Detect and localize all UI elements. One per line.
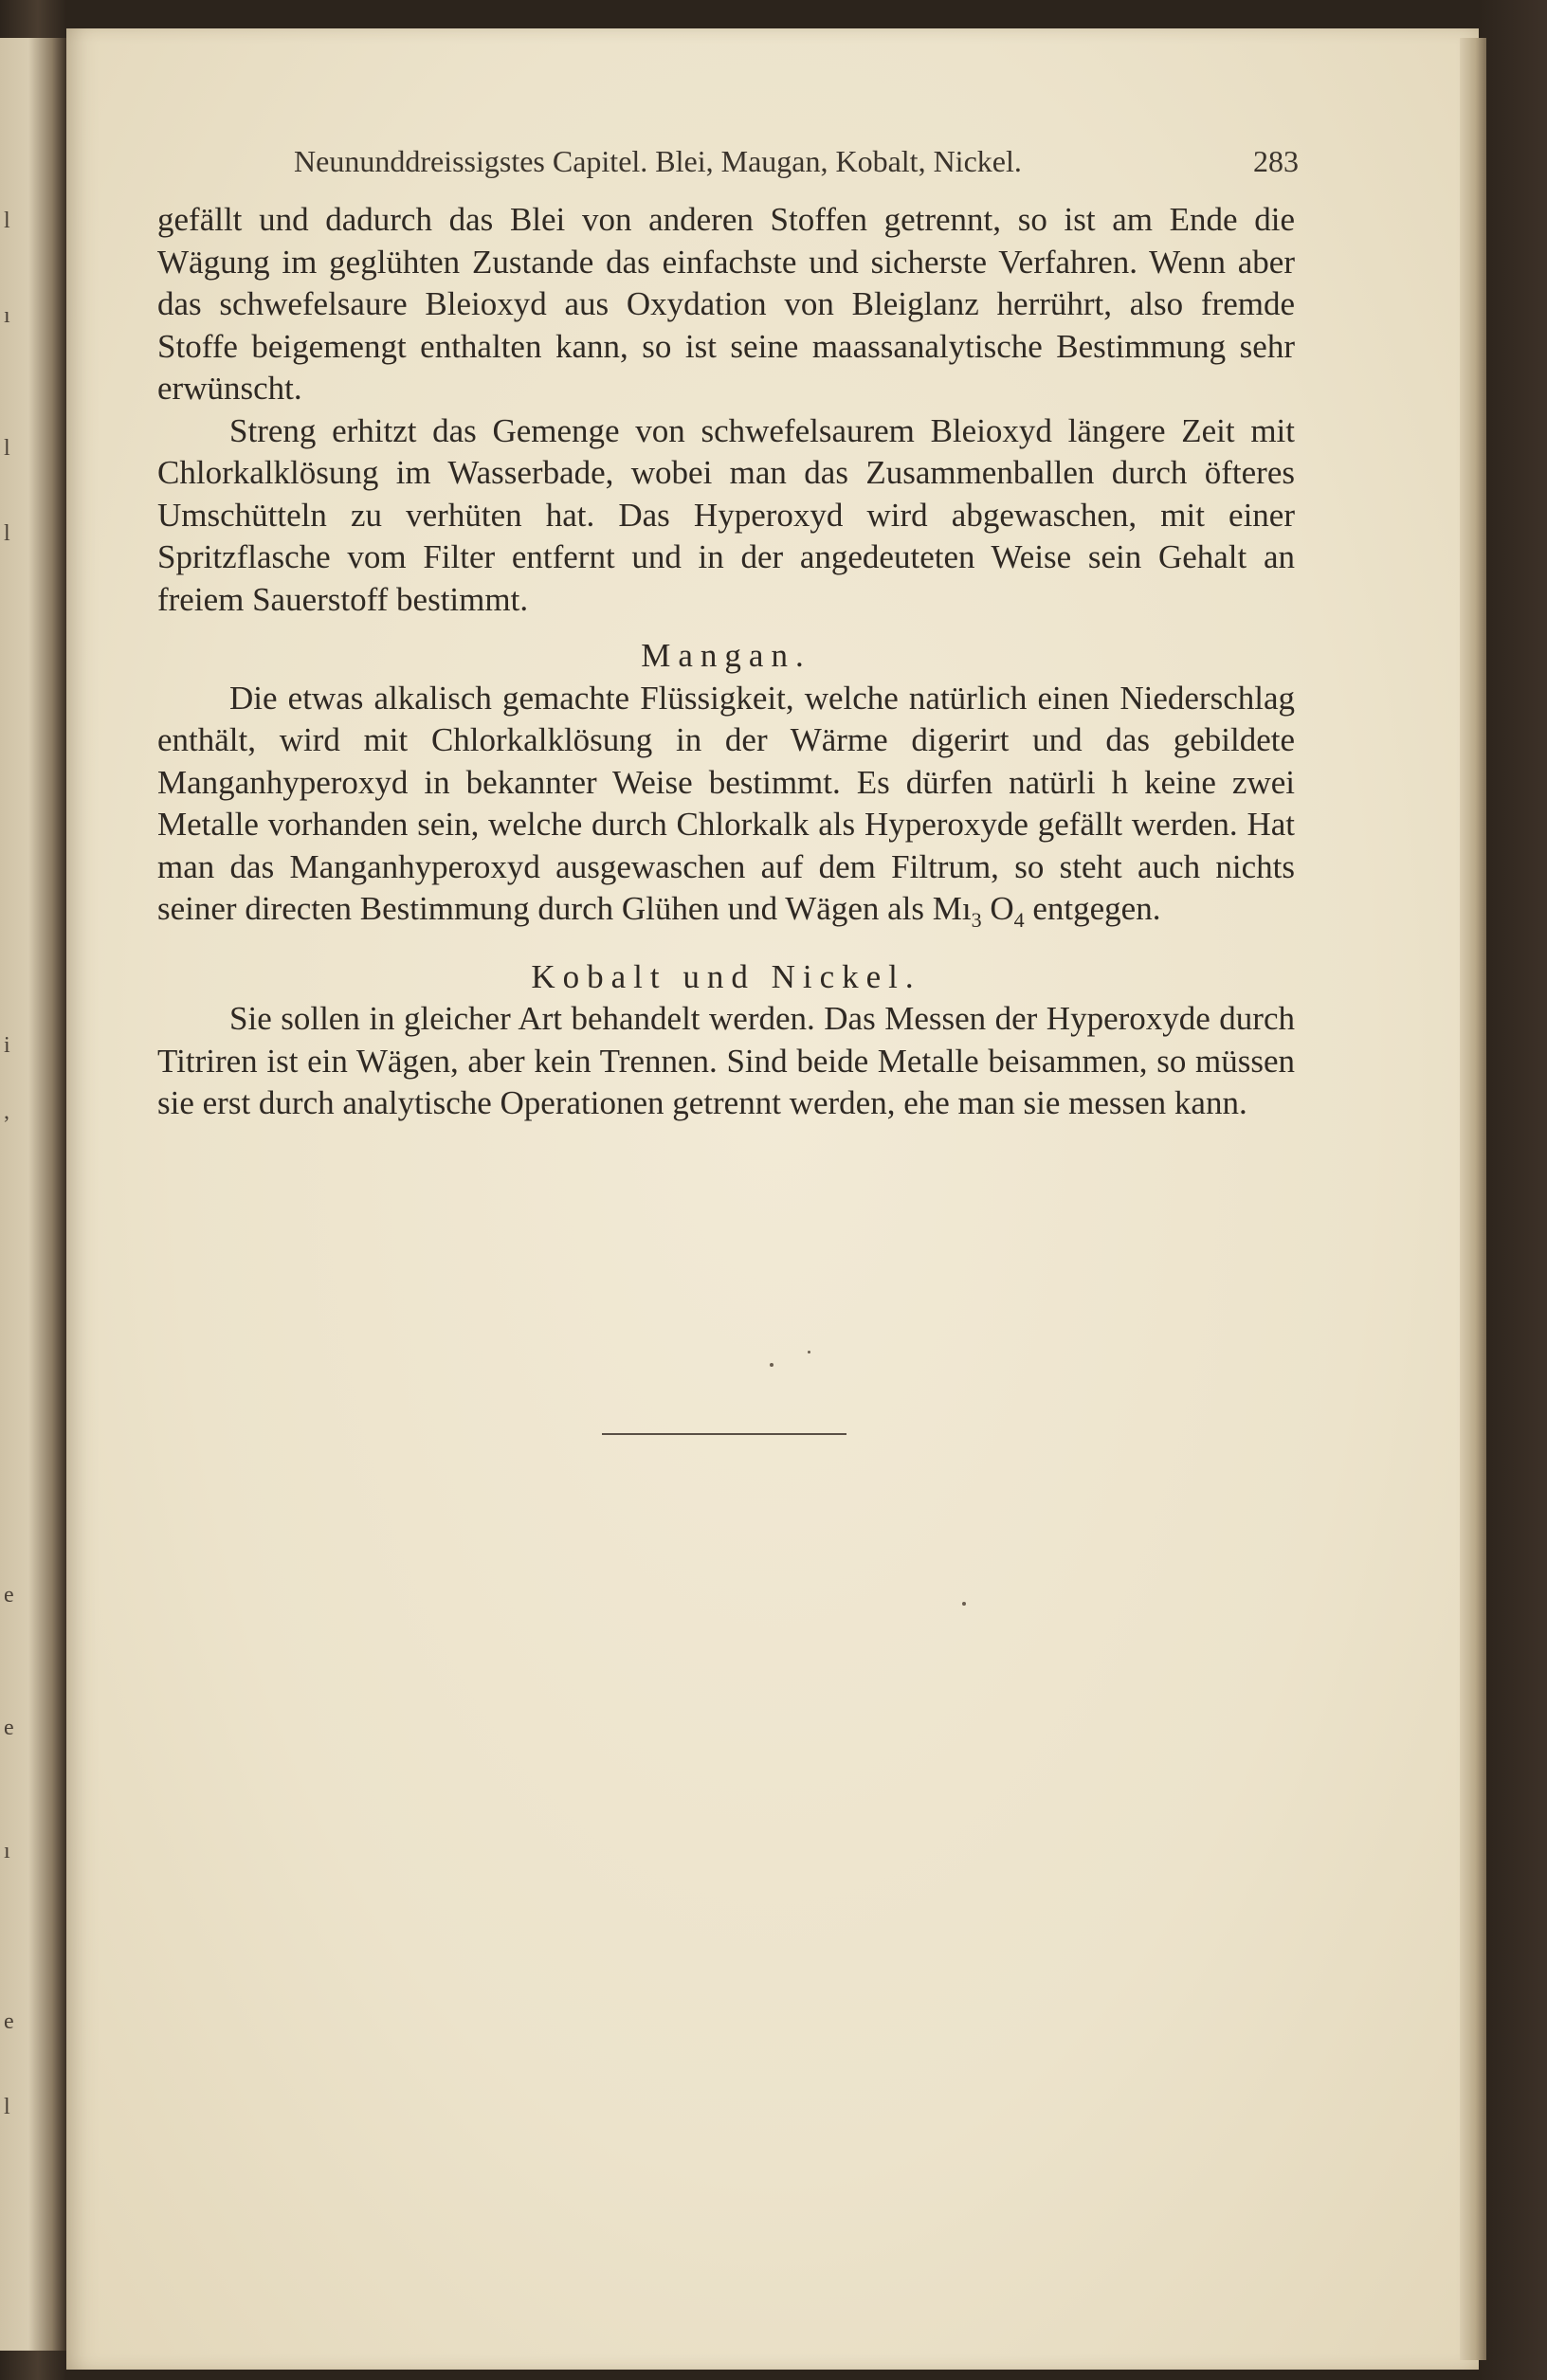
closing-rule [602,1433,846,1435]
paragraph-4: Sie sollen in gleicher Art behandelt werden. Das Messen der Hyperoxyde durch Titriren ist ein Wägen, aber kein Trennen. Sind beide Metalle beisammen, so müssen sie erst durch analytische Operationen getrennt werden, ehe man sie messen kann. [157,1000,1295,1121]
facing-page-edge [0,38,66,2351]
page-number: 283 [1253,144,1299,178]
margin-mark: l [4,209,10,233]
margin-mark: , [4,1099,9,1124]
paragraph-3-text: Die etwas alkalisch gemachte Flüssigkeit, welche natürlich einen Niederschlag enthält, wird mit Chlorkalklösung in der Wärme digerirt und das gebildete Manganhyperoxyd in bekannter Weise bestimmt. Es dürfen natürli h keine zwei Metalle vorhanden sein, welche durch Chlorkalk als Hyperoxyde gefällt werden. Hat man das Manganhyperoxyd ausgewaschen auf dem Filtrum, so steht auch nichts seiner directen Bestimmung durch Glühen und Wägen als M [157,679,1295,927]
formula-subscript-4: 4 [1013,908,1025,932]
margin-mark: e [4,1716,14,1740]
margin-mark: i [4,1033,10,1058]
formula-after: entgegen. [1032,890,1161,927]
header-title: Neununddreissigstes Capitel. Blei, Maugan, Kobalt, Nickel. [294,144,1022,178]
formula-subscript-3: 3 [971,908,982,932]
margin-mark: e [4,1583,14,1608]
paragraph-3 [157,678,1295,942]
margin-mark: e [4,2009,14,2034]
margin-mark: l [4,521,10,546]
paper-speck [962,1602,966,1606]
page-edge-shadow [1460,38,1486,2360]
paper-speck [770,1363,774,1367]
margin-mark: l [4,436,10,461]
paragraph-2: Streng erhitzt das Gemenge von schwefelsaurem Bleioxyd längere Zeit mit Chlorkalklösung im Wasserbade, wobei man das Zusammenballen durch öfteres Umschütteln zu verhüten hat. Das Hyperoxyd wird abgewaschen, mit einer Spritzflasche vom Filter entfernt und in der angedeuteten Weise sein Gehalt an freiem Sauerstoff bestimmt. [157,411,1295,618]
heading-kobalt-nickel: Kobalt und Nickel. [531,957,921,995]
margin-mark: ı [4,1839,10,1863]
margin-mark: ı [4,303,10,328]
formula-mn-tail: ı [961,890,972,927]
spacer [157,621,1295,635]
paragraph-1: gefällt und dadurch das Blei von anderen Stoffen getrennt, so ist am Ende die Wägung im geglühten Zustande das einfachste und sicherste Verfahren. Wenn aber das schwefelsaure Bleioxyd aus Oxydation von Bleiglanz herrührt, also fremde Stoffe beigemengt enthalten kann, so ist seine maassanalytische Bestimmung sehr erwünscht. [157,201,1295,407]
margin-mark: l [4,2095,10,2119]
spacer [157,942,1295,956]
heading-mangan: Mangan. [641,637,811,674]
paper-speck [808,1351,810,1354]
page-body [157,199,1295,1125]
formula-oxygen: O [990,890,1014,927]
